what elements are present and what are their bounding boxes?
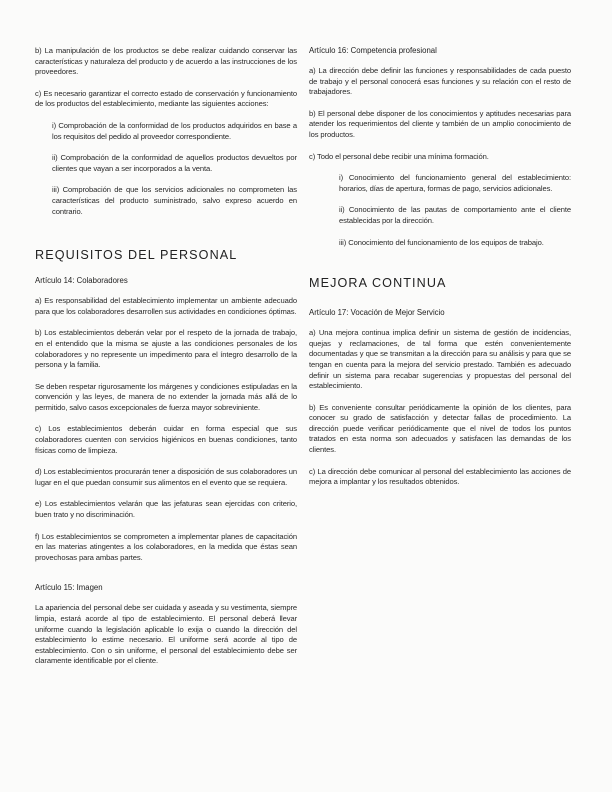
list-item-16-ii: ii) Conocimiento de las pautas de comportamiento ante el cliente establecidas por la dirección. [339, 205, 571, 225]
section-title-requisitos: REQUISITOS DEL PERSONAL [35, 248, 238, 263]
article-14-b-continued: Se deben respetar rigurosamente los márgenes y condiciones estipuladas en la convención y las leyes, de manera de no extender la jornada más allá de lo permitido, salvo casos excepcionales de fuerza mayor sobreviniente. [35, 381, 297, 412]
section-title-mejora: MEJORA CONTINUA [309, 276, 447, 291]
list-item-16-i: i) Conocimiento del funcionamiento general del establecimiento: horarios, días de apertura, formas de pago, servicios adicionales. [339, 173, 571, 193]
right-column [309, 46, 571, 488]
article-16-title: Artículo 16: Competencia profesional [309, 46, 437, 55]
article-14-f: f) Los establecimientos se comprometen a implementar planes de capacitación en las materias atingentes a los colaboradores, en la medida que éstas sean provechosas para ambas partes. [35, 531, 297, 562]
article-16-b: b) El personal debe disponer de los conocimientos y aptitudes necesarias para atender los requerimientos del cliente y también de un amplio conocimiento de los productos. [309, 108, 571, 139]
list-item-c-ii: ii) Comprobación de la conformidad de aquellos productos devueltos por clientes que vayan a ser incorporados a la venta. [52, 153, 297, 173]
article-15-paragraph: La apariencia del personal debe ser cuidada y aseada y su vestimenta, siempre limpia, estará acorde al tipo de establecimiento. El personal deberá llevar uniforme cuando la legislación aplicable lo exija o cuando la dirección del establecimiento lo estime necesario. El uniforme será acorde al tipo de establecimiento. Con o sin uniforme, el personal del establecimiento debe ser claramente identificable por el cliente. [35, 603, 297, 666]
list-item-16-iii: iii) Conocimiento del funcionamiento de los equipos de trabajo. [339, 237, 544, 247]
article-14-c: c) Los establecimientos deberán cuidar en forma especial que sus colaboradores cuenten con servicios higiénicos en buenas condiciones, tanto físicas como de limpieza. [35, 424, 297, 455]
left-column [35, 46, 297, 667]
paragraph-c-conservacion: c) Es necesario garantizar el correcto estado de conservación y funcionamiento de los productos del establecimiento, mediante las siguientes acciones: [35, 88, 297, 109]
article-14-e: e) Los establecimientos velarán que las jefaturas sean ejercidas con criterio, buen trato y no discriminación. [35, 499, 297, 520]
article-16-a: a) La dirección debe definir las funciones y responsabilidades de cada puesto de trabajo y el personal conocerá esas funciones y su relación con el resto de trabajadores. [309, 66, 571, 97]
list-item-c-iii: iii) Comprobación de que los servicios adicionales no comprometen las características del producto suministrado, salvo expreso acuerdo en contrario. [52, 185, 297, 216]
article-14-b: b) Los establecimientos deberán velar por el respeto de la jornada de trabajo, en el entendido que la misma se ajuste a las condiciones personales de los colaboradores y no represente un impedimento para el íntegro desarrollo de la persona y la familia. [35, 328, 297, 370]
article-14-d: d) Los establecimientos procurarán tener a disposición de sus colaboradores un lugar en el que puedan consumir sus alimentos en el evento que se requiera. [35, 467, 297, 487]
list-item-c-i: i) Comprobación de la conformidad de los productos adquiridos en base a los requisitos del pedido al proveedor correspondiente. [52, 120, 297, 141]
article-17-a: a) Una mejora continua implica definir un sistema de gestión de incidencias, quejas y reclamaciones, de tal forma que estén convenientemente documentadas y que se transmitan a la dirección para su análisis y para que se tengan en cuenta para la mejora del servicio prestado. También es adecuado definir un sistema para recabar sugerencias y propuestas del personal del establecimiento. [309, 328, 571, 391]
paragraph-b-manipulacion: b) La manipulación de los productos se debe realizar cuidando conservar las características y naturaleza del producto y de acuerdo a las instrucciones de los proveedores. [35, 46, 297, 77]
article-16-c: c) Todo el personal debe recibir una mínima formación. [309, 151, 489, 161]
article-14-title: Artículo 14: Colaboradores [35, 276, 128, 286]
article-17-b: b) Es conveniente consultar periódicamente la opinión de los clientes, para conocer su grado de satisfacción y detectar fallas de procedimiento. La dirección puede verificar periódicamente que el nivel de todos los puntos tratados en esta norma son adecuados y satisfacen las demandas de los clientes. [309, 402, 571, 455]
article-14-a: a) Es responsabilidad del establecimiento implementar un ambiente adecuado para que los colaboradores desarrollen sus actividades en condiciones óptimas. [35, 296, 297, 316]
article-17-c: c) La dirección debe comunicar al personal del establecimiento las acciones de mejora a implantar y los resultados obtenidos. [309, 466, 571, 487]
article-15-title: Artículo 15: Imagen [35, 583, 103, 593]
article-17-title: Artículo 17: Vocación de Mejor Servicio [309, 308, 445, 318]
